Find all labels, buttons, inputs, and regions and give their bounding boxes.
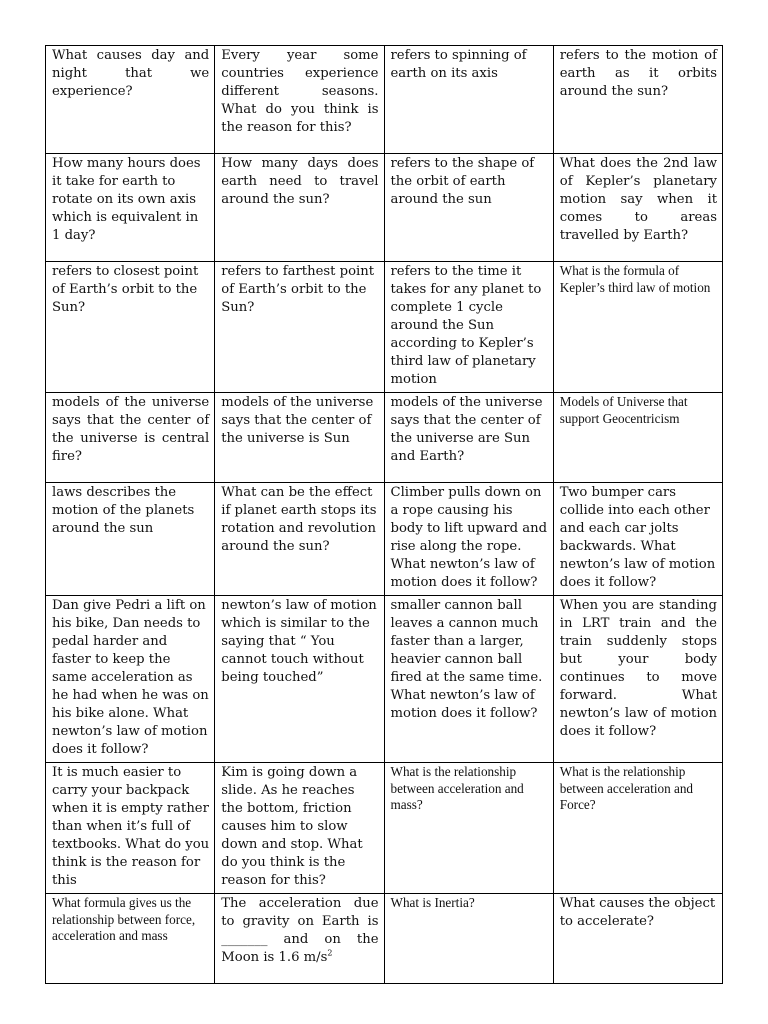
table-cell: refers to the time it takes for any planet to complete 1 cycle around the Sun according to Kepler’s third law of planetary motion [384,262,553,393]
table-cell: How many hours does it take for earth to rotate on its own axis which is equivalent in 1 day? [46,154,215,262]
table-cell: What causes day and night that we experience? [46,46,215,154]
table-cell: Kim is going down a slide. As he reaches the bottom, friction causes him to slow down and stop. What do you think is the reason for this? [215,763,384,894]
table-row [46,154,723,262]
table-row [46,763,723,894]
table-cell: What formula gives us the relationship between force, acceleration and mass [46,894,215,984]
table-cell: What is the relationship between acceleration and mass? [384,763,553,894]
table-cell: newton’s law of motion which is similar to the saying that “ You cannot touch without being touched” [215,596,384,763]
table-cell: How many days does earth need to travel around the sun? [215,154,384,262]
table-cell [215,894,384,984]
table-cell: smaller cannon ball leaves a cannon much faster than a larger, heavier cannon ball fired at the same time. What newton’s law of motion does it follow? [384,596,553,763]
table-cell: laws describes the motion of the planets around the sun [46,483,215,596]
table-cell: refers to the shape of the orbit of earth around the sun [384,154,553,262]
table-cell: Every year some countries experience different seasons. What do you think is the reason for this? [215,46,384,154]
table-cell: What is the formula of Kepler’s third law of motion [553,262,722,393]
table-cell: models of the universe says that the center of the universe is central fire? [46,393,215,483]
table-cell: What is the relationship between acceleration and Force? [553,763,722,894]
table-cell: What is Inertia? [384,894,553,984]
question-table [45,45,723,984]
table-cell: Climber pulls down on a rope causing his body to lift upward and rise along the rope. What newton’s law of motion does it follow? [384,483,553,596]
table-cell: What does the 2nd law of Kepler’s planetary motion say when it comes to areas travelled by Earth? [553,154,722,262]
table-cell: It is much easier to carry your backpack when it is empty rather than when it’s full of textbooks. What do you think is the reason for this [46,763,215,894]
table-cell: refers to the motion of earth as it orbits around the sun? [553,46,722,154]
exponent: 2 [327,948,333,958]
table-row [46,596,723,763]
table-row [46,46,723,154]
table-cell: When you are standing in LRT train and the train suddenly stops but your body continues to move forward. What newton’s law of motion does it follow? [553,596,722,763]
table-cell: Models of Universe that support Geocentricism [553,393,722,483]
table-cell: What can be the effect if planet earth stops its rotation and revolution around the sun? [215,483,384,596]
table-row [46,894,723,984]
table-cell: Two bumper cars collide into each other and each car jolts backwards. What newton’s law of motion does it follow? [553,483,722,596]
gravity-question-text: The acceleration due to gravity on Earth is _______ and on the Moon is 1.6 m/s [221,896,379,965]
table-cell: refers to farthest point of Earth’s orbit to the Sun? [215,262,384,393]
table-cell: Dan give Pedri a lift on his bike, Dan needs to pedal harder and faster to keep the same acceleration as he had when he was on his bike alone. What newton’s law of motion does it follow? [46,596,215,763]
table-row [46,393,723,483]
table-cell: What causes the object to accelerate? [553,894,722,984]
table-row [46,262,723,393]
table-cell: models of the universe says that the center of the universe are Sun and Earth? [384,393,553,483]
table-cell: refers to closest point of Earth’s orbit to the Sun? [46,262,215,393]
table-cell: models of the universe says that the center of the universe is Sun [215,393,384,483]
table-row [46,483,723,596]
table-cell: refers to spinning of earth on its axis [384,46,553,154]
